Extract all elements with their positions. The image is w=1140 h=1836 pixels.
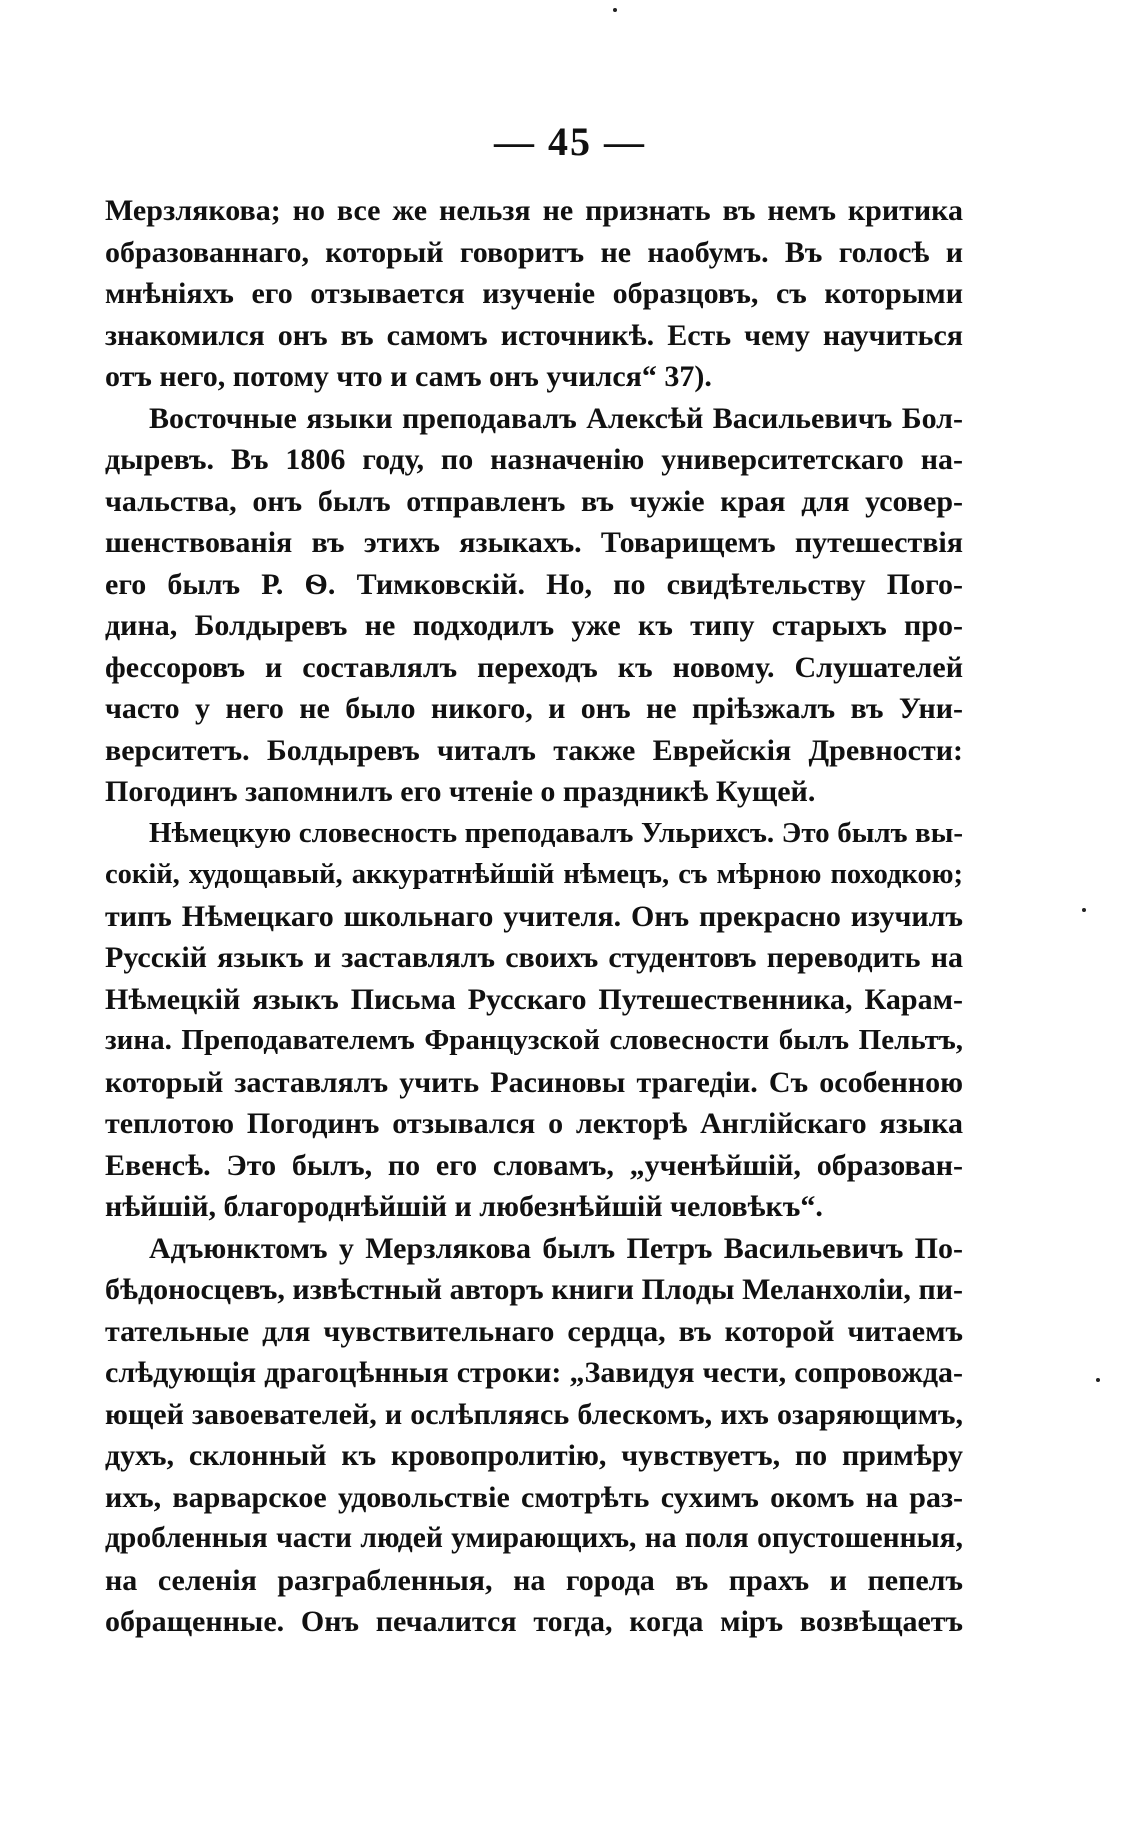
text-line: на селенія разграбленныя, на города въ прахъ и пепелъ bbox=[105, 1563, 963, 1597]
text-line: дробленныя части людей умирающихъ, на поля опустошенныя, bbox=[105, 1522, 963, 1554]
text-line: шенствованія въ этихъ языкахъ. Товарищемъ путешествія bbox=[105, 526, 963, 559]
text-line: Русскій языкъ и заставлялъ своихъ студентовъ переводить на bbox=[105, 941, 963, 974]
text-line: бѣдоносцевъ, извѣстный авторъ книги Плоды Меланхоліи, пи- bbox=[105, 1273, 963, 1306]
text-line: ющей завоевателей, и ослѣпляясь блескомъ, ихъ озаряющимъ, bbox=[105, 1397, 963, 1431]
text-line: сокій, худощавый, аккуратнѣйшій нѣмецъ, съ мѣрною походкою; bbox=[105, 859, 963, 890]
paragraph bbox=[105, 190, 963, 398]
text-line: Адъюнктомъ у Мерзлякова былъ Петръ Васильевичъ По- bbox=[149, 1231, 963, 1265]
text-line: нѣйшій, благороднѣйшій и любезнѣйшій человѣкъ“. bbox=[105, 1190, 823, 1223]
text-line: дыревъ. Въ 1806 году, по назначенію университетскаго на- bbox=[105, 443, 963, 476]
paragraph bbox=[105, 398, 963, 813]
text-line: тательные для чувствительнаго сердца, въ которой читаемъ bbox=[105, 1314, 963, 1348]
text-line: слѣдующія драгоцѣнныя строки: „Завидуя чести, сопровожда- bbox=[105, 1356, 963, 1389]
text-line: Восточные языки преподавалъ Алексѣй Васильевичъ Бол- bbox=[149, 401, 963, 435]
text-line: теплотою Погодинъ отзывался о лекторѣ Англійскаго языка bbox=[105, 1107, 963, 1140]
text-line: типъ Нѣмецкаго школьнаго учителя. Онъ прекрасно изучилъ bbox=[105, 899, 963, 933]
page-number: — 45 — bbox=[494, 119, 646, 164]
text-line: Мерзлякова; но все же нельзя не признать въ немъ критика bbox=[105, 194, 963, 227]
text-line: духъ, склонный къ кровопролитію, чувствуетъ, по примѣру bbox=[105, 1439, 963, 1472]
paragraph bbox=[105, 1228, 963, 1643]
text-line: чальства, онъ былъ отправленъ въ чужіе края для усовер- bbox=[105, 484, 963, 518]
body-text bbox=[105, 190, 963, 1643]
text-line: зина. Преподавателемъ Французской словесности былъ Пельтъ, bbox=[105, 1024, 963, 1056]
text-line: его былъ Р. Ѳ. Тимковскій. Но, по свидѣтельству Пого- bbox=[105, 567, 963, 601]
print-speck bbox=[1096, 1378, 1100, 1382]
text-line: дина, Болдыревъ не подходилъ уже къ типу старыхъ про- bbox=[105, 609, 963, 642]
print-speck bbox=[1082, 908, 1086, 912]
text-line: Евенсѣ. Это былъ, по его словамъ, „ученѣйшій, образован- bbox=[105, 1148, 963, 1182]
text-line: Погодинъ запомнилъ его чтеніе о праздникѣ Кущей. bbox=[105, 775, 816, 808]
text-line: знакомился онъ въ самомъ источникѣ. Есть чему научиться bbox=[105, 318, 963, 352]
paragraph bbox=[105, 813, 963, 1228]
text-line: образованнаго, который говоритъ не наобумъ. Въ голосѣ и bbox=[105, 235, 963, 269]
text-line: Нѣмецкую словесность преподавалъ Ульрихсъ. Это былъ вы- bbox=[149, 816, 963, 849]
text-line: обращенные. Онъ печалится тогда, когда міръ возвѣщаетъ bbox=[105, 1605, 963, 1638]
print-speck bbox=[613, 8, 617, 12]
text-line: часто у него не было никого, и онъ не пріѣзжалъ въ Уни- bbox=[105, 692, 963, 725]
text-line: ихъ, варварское удовольствіе смотрѣть сухимъ окомъ на раз- bbox=[105, 1480, 963, 1514]
text-line: верситетъ. Болдыревъ читалъ также Еврейскія Древности: bbox=[105, 733, 963, 767]
text-line: который заставлялъ учить Расиновы трагедіи. Съ особенною bbox=[105, 1065, 963, 1099]
text-line: фессоровъ и составлялъ переходъ къ новому. Слушателей bbox=[105, 650, 963, 684]
text-line: отъ него, потому что и самъ онъ учился“ 37). bbox=[105, 360, 712, 393]
text-line: мнѣніяхъ его отзывается изученіе образцовъ, съ которыми bbox=[105, 277, 963, 310]
text-line: Нѣмецкій языкъ Письма Русскаго Путешественника, Карам- bbox=[105, 982, 963, 1016]
